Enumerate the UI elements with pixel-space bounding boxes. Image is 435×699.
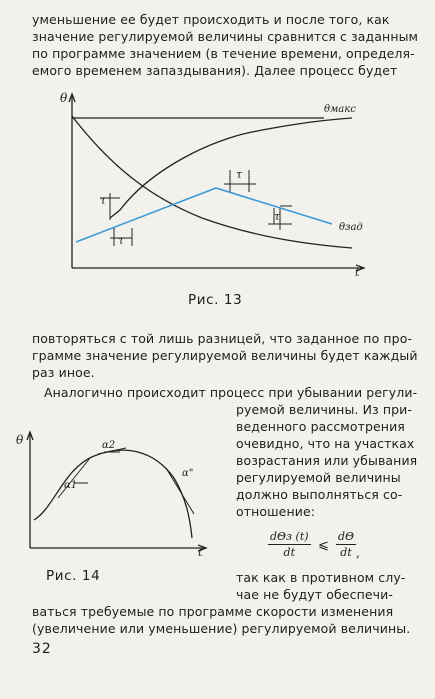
text-line: возрастания или убывания — [236, 453, 418, 468]
tau-label: τ — [274, 210, 281, 223]
y-axis-label: θ — [16, 433, 24, 447]
text-line: повторяться с той лишь разницей, что заданное по про- — [32, 331, 413, 346]
formula-relation: ⩽ — [318, 538, 329, 553]
text-line: Аналогично происходит процесс при убывании регули- — [44, 385, 418, 400]
text-line: должно выполняться со- — [236, 487, 403, 502]
figure-13 — [52, 88, 382, 288]
text-line: раз иное. — [32, 365, 95, 380]
y-axis-label: θ — [60, 91, 68, 105]
text-line: так как в противном слу- — [236, 570, 406, 585]
alpha2-label: α2 — [102, 440, 116, 451]
text-line: емого временем запаздывания). Далее процесс будет — [32, 63, 398, 78]
formula-trail: , — [356, 546, 360, 560]
text-line: (увеличение или уменьшение) регулируемой величины. — [32, 621, 411, 636]
text-line: руемой величины. Из при- — [236, 402, 412, 417]
alpha1-label: α1 — [64, 480, 78, 491]
text-line: по программе значением (в течение времени, определя- — [32, 46, 415, 61]
x-axis-label: t — [198, 546, 203, 558]
figure-14-caption: Рис. 14 — [46, 568, 101, 584]
text-line: ваться требуемые по программе скорости изменения — [32, 604, 394, 619]
figure-14 — [14, 428, 214, 558]
text-line: значение регулируемой величины сравнится с заданным — [32, 29, 419, 44]
formula-lhs: dΘз (t) dt — [270, 530, 309, 559]
text-line: веденного рассмотрения — [236, 419, 405, 434]
text-line: уменьшение ее будет происходить и после того, как — [32, 12, 390, 27]
theta-max-label: θмакс — [324, 104, 356, 115]
text-line: чае не будут обеспечи- — [236, 587, 393, 602]
text-line: грамме значение регулируемой величины будет каждый — [32, 348, 418, 363]
theta-curve — [34, 450, 192, 538]
tau-label: τ — [236, 168, 243, 181]
text-line: очевидно, что на участках — [236, 436, 415, 451]
increasing-curve — [110, 118, 352, 218]
text-line: отношение: — [236, 504, 316, 519]
tau-label: τ — [100, 194, 107, 207]
tau-label: τ — [118, 234, 125, 247]
page-number: 32 — [32, 641, 52, 657]
text-line: регулируемой величины — [236, 470, 401, 485]
theta-zad-label: θзад — [339, 222, 363, 233]
formula-rhs: $\frac{d\Theta}{dt}$ — [338, 530, 355, 559]
x-axis-label: t — [355, 266, 360, 279]
figure-13-caption: Рис. 13 — [188, 292, 243, 308]
alpha3-label: α" — [182, 468, 194, 479]
